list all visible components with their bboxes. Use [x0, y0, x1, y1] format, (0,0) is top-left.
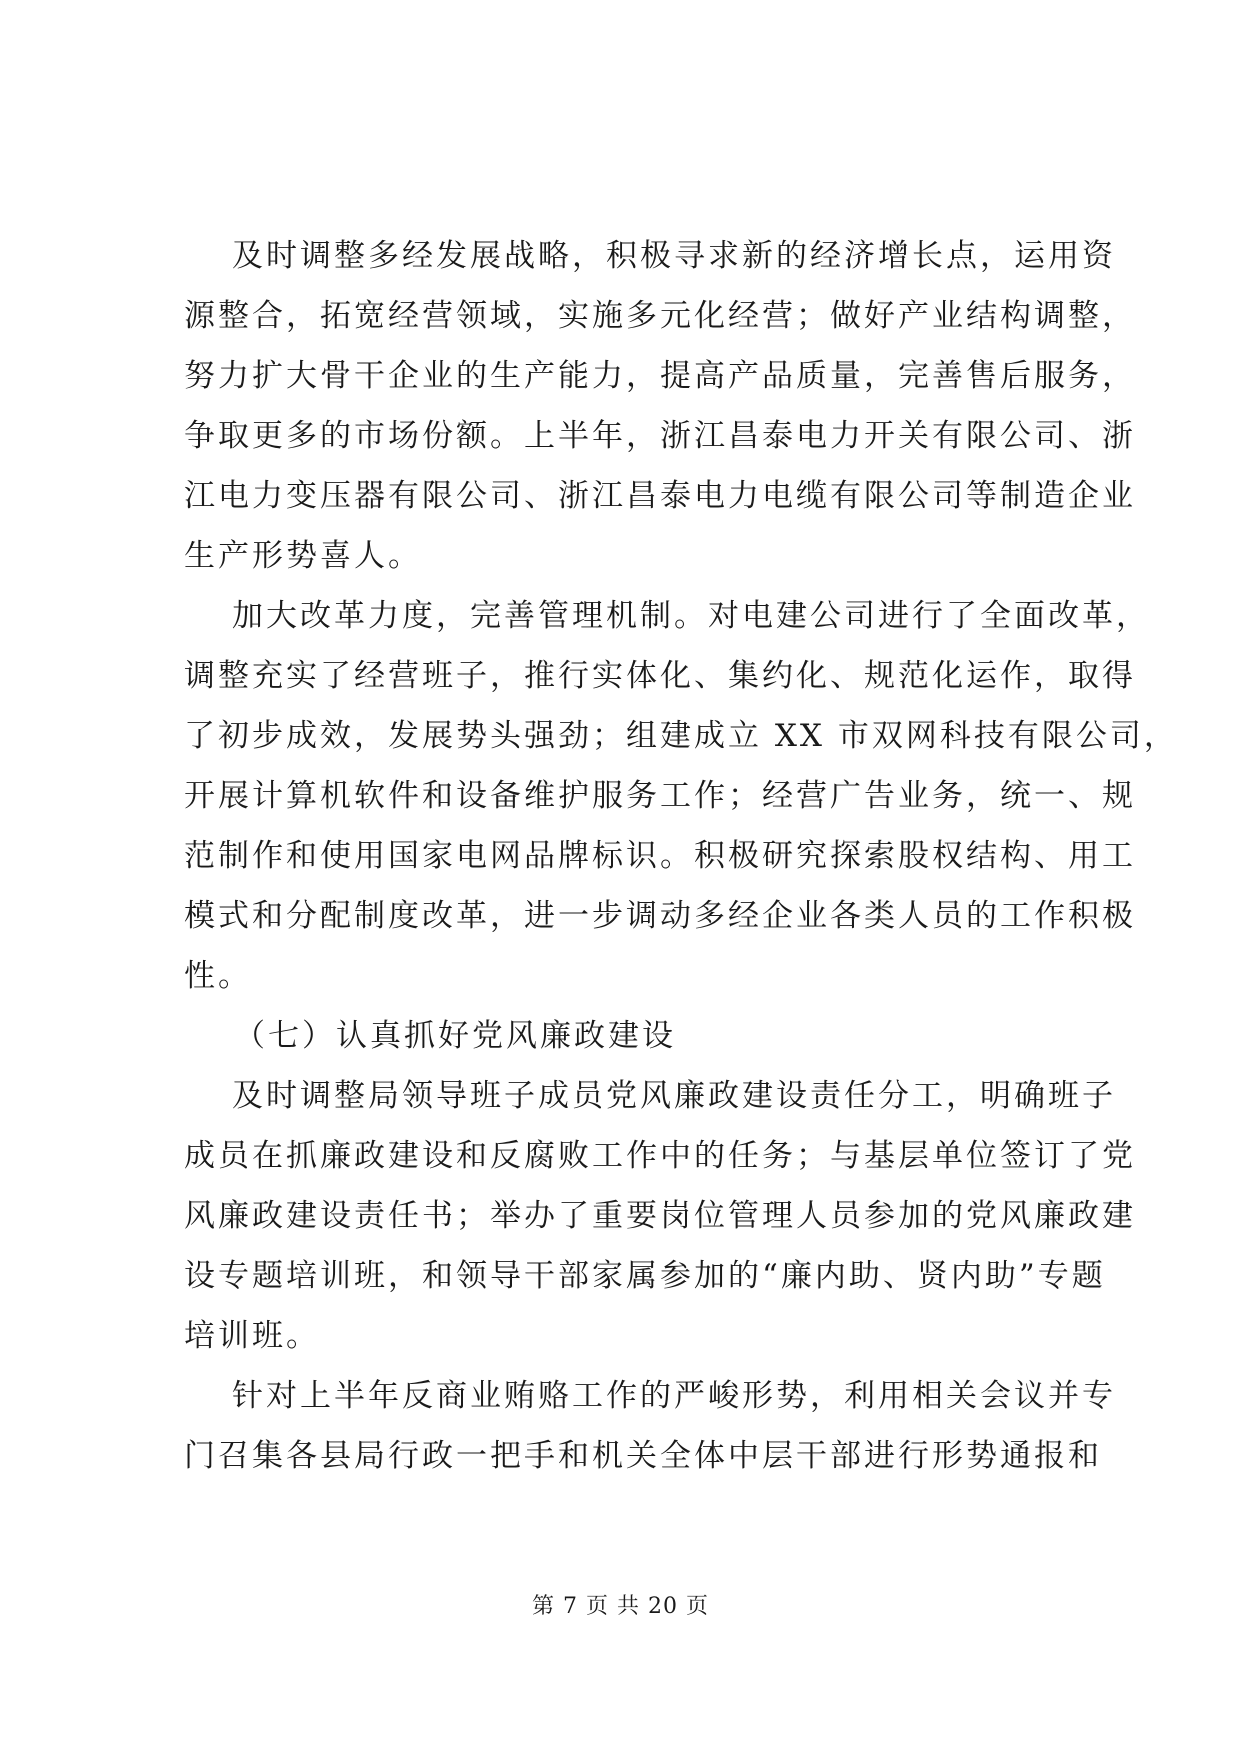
- text-line: 范制作和使用国家电网品牌标识。积极研究探索股权结构、用工: [184, 838, 1136, 874]
- text-line: 设专题培训班，和领导干部家属参加的“廉内助、贤内助”专题: [184, 1258, 1106, 1294]
- text-line: 调整充实了经营班子，推行实体化、集约化、规范化运作，取得: [184, 658, 1136, 694]
- text-line: 及时调整局领导班子成员党风廉政建设责任分工，明确班子: [232, 1078, 1116, 1114]
- text-line: 源整合，拓宽经营领域，实施多元化经营；做好产业结构调整，: [184, 298, 1136, 334]
- text-line: 培训班。: [184, 1318, 320, 1354]
- text-line: 了初步成效，发展势头强劲；组建成立 XX 市双网科技有限公司，: [184, 718, 1178, 754]
- page-footer: [0, 1592, 1241, 1622]
- text-line: 加大改革力度，完善管理机制。对电建公司进行了全面改革，: [232, 598, 1150, 634]
- text-line: 及时调整多经发展战略，积极寻求新的经济增长点，运用资: [232, 238, 1116, 274]
- text-line: 针对上半年反商业贿赂工作的严峻形势，利用相关会议并专: [232, 1378, 1116, 1414]
- text-line: 风廉政建设责任书；举办了重要岗位管理人员参加的党风廉政建: [184, 1198, 1136, 1234]
- page-number: 第 7 页 共 20 页: [532, 1594, 709, 1619]
- text-line: 开展计算机软件和设备维护服务工作；经营广告业务，统一、规: [184, 778, 1136, 814]
- text-line: 争取更多的市场份额。上半年，浙江昌泰电力开关有限公司、浙: [184, 418, 1136, 454]
- text-line: 门召集各县局行政一把手和机关全体中层干部进行形势通报和: [184, 1438, 1102, 1474]
- text-line: 江电力变压器有限公司、浙江昌泰电力电缆有限公司等制造企业: [184, 478, 1136, 514]
- section-heading-text: （七）认真抓好党风廉政建设: [234, 1018, 676, 1054]
- paragraph-integrity-responsibility: [184, 1066, 1136, 1366]
- text-line: 性。: [184, 958, 252, 994]
- paragraph-reform: [184, 586, 1178, 1006]
- document-body: [184, 226, 1178, 1486]
- paragraph-anti-bribery: [184, 1366, 1116, 1486]
- text-line: 模式和分配制度改革，进一步调动多经企业各类人员的工作积极: [184, 898, 1136, 934]
- text-line: 生产形势喜人。: [184, 538, 422, 574]
- paragraph-diversified-strategy: [184, 226, 1136, 586]
- text-line: 成员在抓廉政建设和反腐败工作中的任务；与基层单位签订了党: [184, 1138, 1136, 1174]
- section-heading: [184, 1006, 1064, 1066]
- text-line: 努力扩大骨干企业的生产能力，提高产品质量，完善售后服务，: [184, 358, 1136, 394]
